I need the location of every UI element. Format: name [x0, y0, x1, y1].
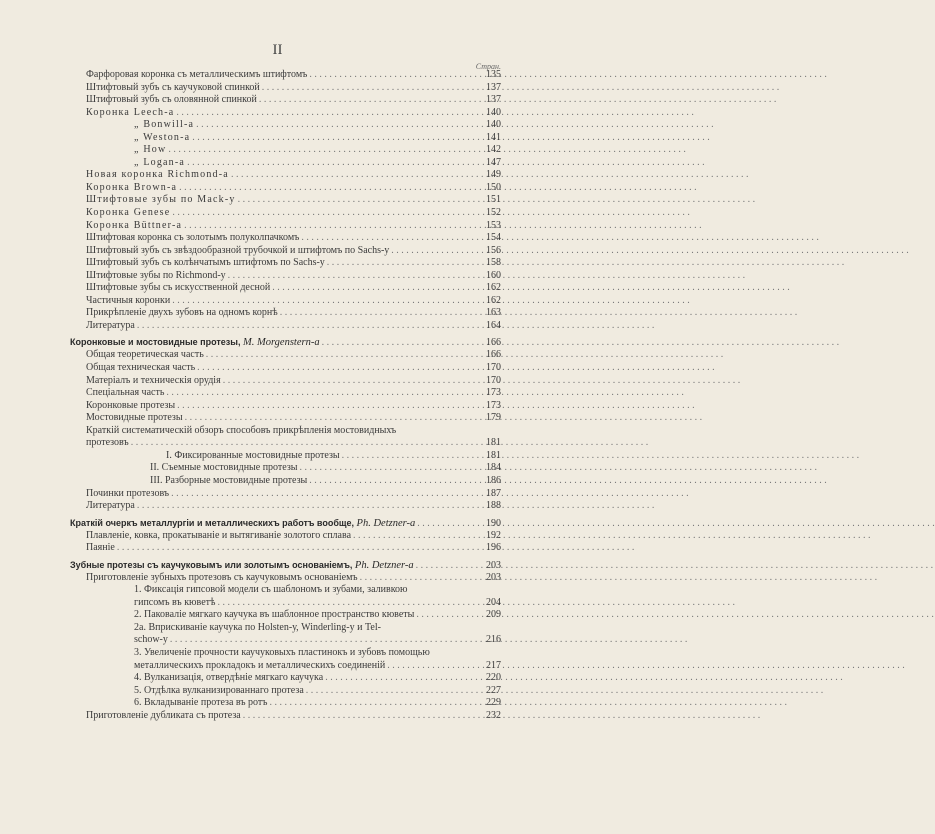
toc-entry-author: M. Morgenstern-а [242, 337, 320, 349]
toc-page-number: 196 [486, 542, 501, 554]
toc-entry [70, 672, 501, 685]
toc-entry-title: 3. Увеличеніе прочности каучуковыхъ пластинокъ и зубовъ помощью [134, 646, 430, 658]
dot-leader [307, 475, 477, 488]
dot-leader [135, 500, 477, 513]
toc-page-number: 227 [486, 684, 501, 696]
toc-page-number: 181 [486, 437, 501, 449]
dot-leader [389, 245, 477, 258]
toc-entry [70, 207, 501, 220]
dot-leader [135, 320, 477, 333]
toc-entry-title: I. Фиксированные мостовидные протезы [166, 449, 340, 461]
toc-entry-title: Зубные протезы съ каучуковымъ или золотымъ основаніемъ, [70, 559, 353, 570]
toc-entry-title: Коронковые протезы [86, 399, 176, 411]
dot-leader [307, 69, 477, 82]
toc-entry [70, 697, 501, 710]
dot-leader [241, 710, 477, 723]
toc-entry [70, 320, 501, 333]
toc-entry-title: Коронковые и мостовидные протезы, [70, 337, 241, 348]
dot-leader [298, 462, 477, 475]
dot-leader [267, 697, 477, 710]
dot-leader [195, 362, 477, 375]
toc-entry-title: 2. Паковаліе мягкаго каучука въ шаблонное пространство кюветы [134, 609, 415, 621]
toc-entry-text [70, 516, 415, 531]
toc-entry [70, 450, 501, 463]
toc-entry [70, 475, 501, 488]
toc-entry-title: III. Разборные мостовидные протезы [150, 474, 308, 486]
toc-entry-title: Приготовленіе дубликата съ протеза [86, 709, 241, 721]
toc-page-number: 181 [486, 449, 501, 461]
toc-entry [70, 660, 501, 673]
toc-entry-title: Литература [86, 319, 135, 331]
toc-entry [70, 270, 501, 283]
toc-entry-title: Штифтовые зубы по Richmond-у [86, 269, 226, 281]
dot-leader [185, 157, 477, 170]
toc-entry [70, 572, 501, 585]
dot-leader [168, 634, 477, 647]
page-number: II [272, 42, 283, 58]
toc-entry-title: Прикрѣпленіе двухъ зубовъ на одномъ корнѣ [86, 307, 278, 319]
toc-entry-title: Литература [86, 500, 135, 512]
toc-entry-title: Штифтовый зубъ съ оловянной спинкой [86, 94, 257, 106]
toc-page-number: 184 [486, 462, 501, 474]
toc-entry-title: Частичныя коронки [86, 294, 171, 306]
dot-leader [278, 307, 477, 320]
toc-page-number: 150 [486, 181, 501, 193]
toc-entry [70, 437, 501, 450]
toc-entry [70, 245, 501, 258]
toc-page-number: 203 [486, 559, 501, 571]
dot-leader [351, 530, 477, 543]
dot-leader [204, 349, 477, 362]
toc-entry [70, 530, 501, 543]
toc-entry-title: Краткій очеркъ металлургіи и металлическихъ работъ вообще, [70, 517, 355, 528]
toc-page-number: 137 [486, 94, 501, 106]
toc-entry-title: Коронка Genese [86, 207, 171, 219]
toc-entry-title: II. Съемные мостовидные протезы [150, 462, 298, 474]
table-of-contents [70, 69, 501, 722]
toc-page-number: 137 [486, 81, 501, 93]
toc-page-number: 158 [486, 257, 501, 269]
dot-leader [166, 144, 477, 157]
toc-entry [70, 132, 501, 145]
toc-page-number: 173 [486, 387, 501, 399]
toc-entry-title: Штифтовый зубъ съ каучуковой спинкой [86, 81, 260, 93]
toc-entry-title: Штифтовая коронка съ золотымъ полуколпачкомъ [86, 232, 300, 244]
toc-entry [70, 362, 501, 375]
toc-entry [70, 400, 501, 413]
toc-entry [70, 282, 501, 295]
toc-entry-title: Матеріалъ и техническія орудія [86, 374, 221, 386]
toc-entry [70, 647, 501, 660]
dot-leader [169, 488, 477, 501]
dot-leader [175, 400, 477, 413]
toc-entry-title: „ Logan-а [134, 156, 186, 168]
toc-entry-title: Общая теоретическая часть [86, 349, 204, 361]
dot-leader [320, 336, 477, 350]
toc-page-number: 142 [486, 144, 501, 156]
dot-leader [221, 375, 477, 388]
toc-entry [70, 634, 501, 647]
toc-entry-title: протезовъ [86, 437, 129, 449]
toc-entry [70, 710, 501, 723]
toc-entry-title: Фарфоровая коронка съ металлическимъ штифтомъ [86, 69, 308, 80]
toc-entry [70, 609, 501, 622]
toc-page-number: 162 [486, 282, 501, 294]
dot-leader [174, 107, 477, 120]
dot-leader [358, 572, 477, 585]
toc-entry-title: Коронка Leech-а [86, 106, 175, 118]
dot-leader [229, 169, 477, 182]
toc-entry [70, 169, 501, 182]
toc-page-number: 152 [486, 207, 501, 219]
dot-leader [270, 282, 477, 295]
toc-page-number: 229 [486, 697, 501, 709]
toc-page-number: 204 [486, 596, 501, 608]
toc-page-number: 147 [486, 156, 501, 168]
toc-page-number: 156 [486, 244, 501, 256]
toc-entry [70, 685, 501, 698]
toc-entry-title: Спеціальная часть [86, 387, 165, 399]
toc-page-number: 166 [486, 337, 501, 349]
toc-section-heading [70, 516, 501, 530]
toc-entry-author: Ph. Detzner-а [356, 517, 416, 529]
toc-entry [70, 307, 501, 320]
toc-entry-title: schow-у [134, 634, 168, 646]
dot-leader [414, 559, 477, 573]
toc-entry-title: Приготовленіе зубныхъ протезовъ съ каучуковымъ основаніемъ [86, 571, 358, 583]
toc-entry-title: Новая коронка Richmond-а [86, 169, 229, 181]
toc-entry-title: 6. Вкладываніе протеза въ ротъ [134, 697, 268, 709]
dot-leader [414, 609, 477, 622]
dot-leader [170, 295, 477, 308]
dot-leader [260, 82, 477, 95]
toc-entry-title: Коронка Büttner-а [86, 219, 183, 231]
toc-page-number: 140 [486, 106, 501, 118]
dot-leader [164, 387, 477, 400]
toc-page-number: 141 [486, 131, 501, 143]
toc-entry [70, 412, 501, 425]
toc-entry [70, 144, 501, 157]
toc-entry-title: Штифтовые зубы по Mack-у [86, 194, 236, 206]
toc-entry-author: Ph. Detzner-а [354, 559, 414, 571]
toc-entry-title: Краткій систематическій обзоръ способовъ прикрѣпленія мостовидныхъ [86, 424, 397, 436]
toc-entry-title: Общая техническая часть [86, 362, 196, 374]
toc-entry [70, 597, 501, 610]
toc-entry [70, 500, 501, 513]
toc-page-number: 220 [486, 672, 501, 684]
toc-page-number: 166 [486, 349, 501, 361]
toc-entry [70, 375, 501, 388]
toc-page-number: 160 [486, 269, 501, 281]
toc-section-heading [70, 558, 501, 572]
toc-page-number: 153 [486, 219, 501, 231]
toc-entry [70, 69, 501, 82]
dot-leader [236, 194, 477, 207]
toc-page-number: 186 [486, 474, 501, 486]
dot-leader [190, 132, 477, 145]
toc-entry-title: Штифтовые зубы съ искусственной десной [86, 282, 271, 294]
toc-entry [70, 232, 501, 245]
toc-entry-title: „ How [134, 144, 167, 156]
toc-entry [70, 488, 501, 501]
toc-entry-title: Штифтовый зубъ съ звѣздообразной трубочкой и штифтомъ по Sachs-у [86, 244, 390, 256]
toc-entry [70, 622, 501, 635]
toc-entry-text [70, 335, 320, 350]
toc-entry-title: 4. Вулканизація, отвердѣніе мягкаго каучука [134, 672, 324, 684]
dot-leader [194, 119, 477, 132]
toc-entry-title: гипсомъ въ кюветѣ [134, 596, 216, 608]
toc-page-number: 173 [486, 399, 501, 411]
toc-entry-title: 5. Отдѣлка вулканизированнаго протеза [134, 684, 304, 696]
toc-page-number: 203 [486, 571, 501, 583]
toc-entry [70, 584, 501, 597]
dot-leader [323, 672, 477, 685]
toc-entry [70, 387, 501, 400]
toc-entry [70, 157, 501, 170]
toc-entry-title: Мостовидные протезы [86, 412, 183, 424]
toc-entry-text [70, 558, 414, 573]
toc-entry-title: Коронка Brown-а [86, 181, 178, 193]
dot-leader [226, 270, 477, 283]
toc-page-number: 140 [486, 119, 501, 131]
toc-page-number: 187 [486, 487, 501, 499]
toc-page-number: 179 [486, 412, 501, 424]
dot-leader [299, 232, 477, 245]
toc-page-number: 162 [486, 294, 501, 306]
toc-page-number: 188 [486, 500, 501, 512]
page-column-label: Стран. [475, 62, 501, 71]
dot-leader [183, 412, 477, 425]
dot-leader [325, 257, 477, 270]
toc-entry [70, 94, 501, 107]
toc-entry [70, 462, 501, 475]
toc-page-number: 190 [486, 517, 501, 529]
toc-page-number: 164 [486, 319, 501, 331]
toc-page-number: 192 [486, 529, 501, 541]
toc-entry-title: Плавленіе, ковка, прокатываніе и вытягиваніе золотого сплава [86, 529, 352, 541]
dot-leader [170, 207, 477, 220]
toc-entry [70, 107, 501, 120]
dot-leader [115, 542, 477, 555]
toc-entry [70, 542, 501, 555]
dot-leader [415, 517, 477, 531]
dot-leader [182, 220, 477, 233]
dot-leader [385, 660, 477, 673]
dot-leader [177, 182, 477, 195]
toc-entry [70, 194, 501, 207]
toc-page-number: 217 [486, 659, 501, 671]
toc-page-number: 135 [486, 69, 501, 80]
dot-leader [304, 685, 477, 698]
toc-entry-title: Паяніе [86, 542, 115, 554]
toc-entry [70, 119, 501, 132]
toc-entry-title: Починки протезовъ [86, 487, 170, 499]
dot-leader [215, 597, 477, 610]
toc-entry-title: 2а. Вприскиваніе каучука по Holsten-у, Winderling-у и Tel- [134, 621, 381, 633]
toc-section-heading [70, 335, 501, 349]
toc-entry [70, 182, 501, 195]
toc-page-number: 154 [486, 232, 501, 244]
toc-entry-title: „ Weston-а [134, 131, 191, 143]
toc-page-number: 216 [486, 634, 501, 646]
toc-page-number: 209 [486, 609, 501, 621]
dot-leader [129, 437, 477, 450]
toc-entry [70, 82, 501, 95]
toc-entry [70, 295, 501, 308]
toc-page-number: 170 [486, 362, 501, 374]
toc-entry-title: металлическихъ прокладокъ и металлическихъ соединеній [134, 659, 386, 671]
toc-entry [70, 349, 501, 362]
toc-page-number: 149 [486, 169, 501, 181]
toc-entry-title: Штифтовый зубъ съ колѣнчатымъ штифтомъ по Sachs-у [86, 257, 325, 269]
toc-page-number: 163 [486, 307, 501, 319]
toc-entry-title: 1. Фиксація гипсовой модели съ шаблономъ и зубами, заливкою [134, 584, 408, 596]
toc-entry [70, 425, 501, 438]
toc-entry [70, 220, 501, 233]
toc-page-number: 232 [486, 709, 501, 721]
toc-entry [70, 257, 501, 270]
toc-entry-title: „ Bonwill-а [134, 119, 195, 131]
dot-leader [340, 450, 477, 463]
dot-leader [257, 94, 477, 107]
toc-page-number: 170 [486, 374, 501, 386]
toc-page-number: 151 [486, 194, 501, 206]
